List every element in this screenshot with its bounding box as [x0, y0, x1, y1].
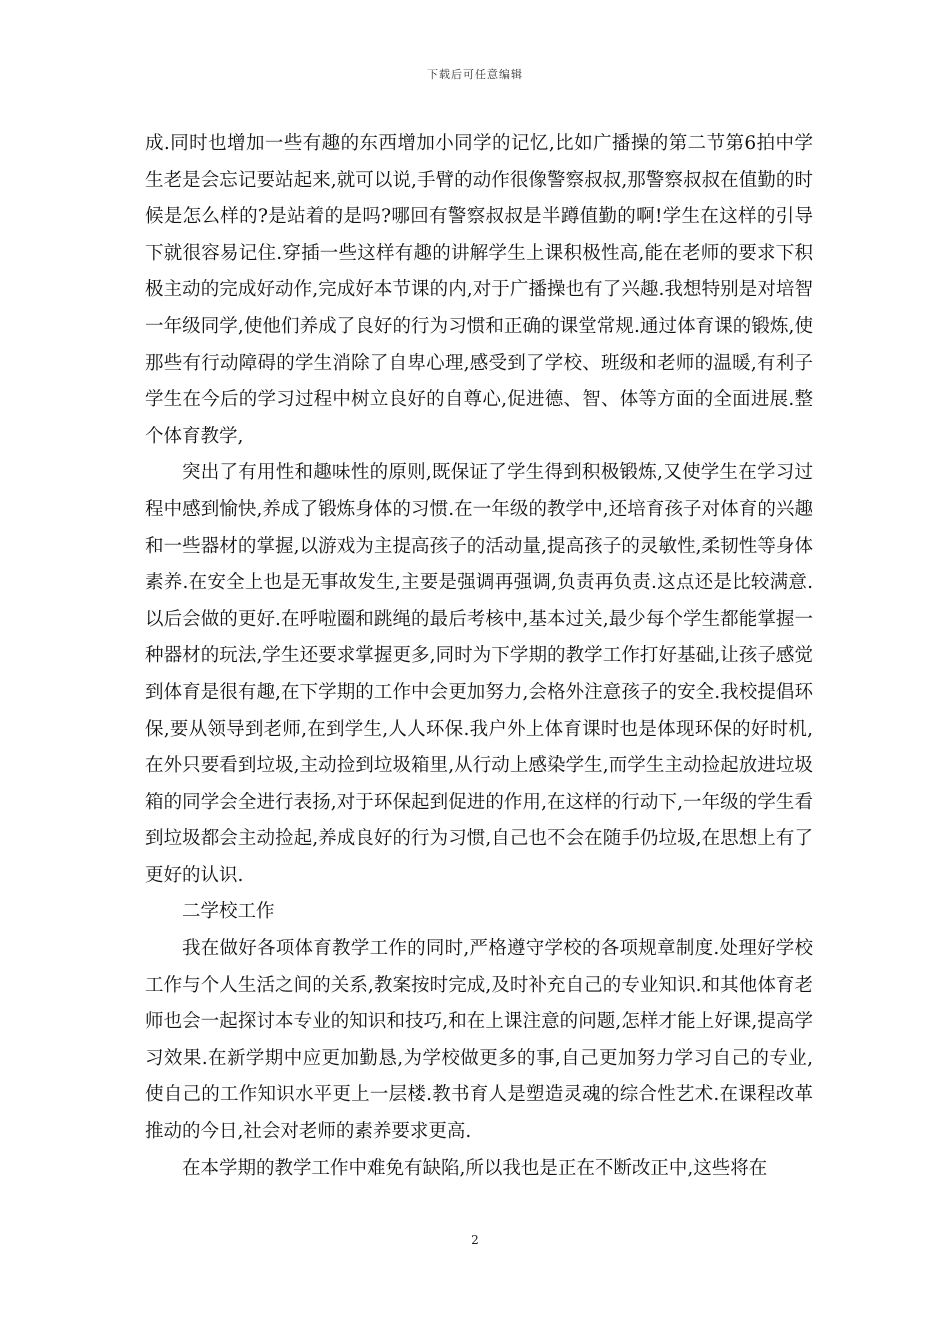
paragraph-2: 突出了有用性和趣味性的原则,既保证了学生得到积极锻炼,又使学生在学习过程中感到愉快,养成了锻炼身体的习惯.在一年级的教学中,还培育孩子对体育的兴趣和一些器材的掌握,以游戏为主提高孩子的活动量,提高孩子的灵敏性,柔韧性等身体素养.在安全上也是无事故发生,主要是强调再强调,负责再负责.这点还是比较满意.以后会做的更好.在呼啦圈和跳绳的最后考核中,基本过关,最少每个学生都能掌握一种器材的玩法,学生还要求掌握更多,同时为下学期的教学工作打好基础,让孩子感觉到体育是很有趣,在下学期的工作中会更加努力,会格外注意孩子的安全.我校提倡环保,要从领导到老师,在到学生,人人环保.我户外上体育课时也是体现环保的好时机,在外只要看到垃圾,主动捡到垃圾箱里,从行动上感染学生,而学生主动捡起放进垃圾箱的同学会全进行表扬,对于环保起到促进的作用,在这样的行动下,一年级的学生看到垃圾都会主动捡起,养成良好的行为习惯,自己也不会在随手仍垃圾,在思想上有了更好的认识.: [145, 462, 813, 886]
page-number: 2: [471, 1233, 479, 1247]
page-header: 下载后可任意编辑: [427, 68, 523, 81]
paragraph-4: 在本学期的教学工作中难免有缺陷,所以我也是正在不断改正中,这些将在: [182, 1157, 768, 1179]
section-heading-school-work: 二学校工作: [182, 901, 275, 923]
paragraph-3: 我在做好各项体育教学工作的同时,严格遵守学校的各项规章制度.处理好学校工作与个人生活之间的关系,教案按时完成,及时补充自己的专业知识.和其他体育老师也会一起探讨本专业的知识和技巧,和在上课注意的问题,怎样才能上好课,提高学习效果.在新学期中应更加勤恳,为学校做更多的事,自己更加努力学习自己的专业,使自己的工作知识水平更上一层楼.教书育人是塑造灵魂的综合性艺术.在课程改革推动的今日,社会对老师的素养要求更高.: [145, 938, 813, 1143]
document-body: [145, 126, 813, 1187]
paragraph-1: 成.同时也增加一些有趣的东西增加小同学的记忆,比如广播操的第二节第6拍中学生老是会忘记要站起来,就可以说,手臂的动作很像警察叔叔,那警察叔叔在值勤的时候是怎么样的?是站着的是吗?哪回有警察叔叔是半蹲值勤的啊!学生在这样的引导下就很容易记住.穿插一些这样有趣的讲解学生上课积极性高,能在老师的要求下积极主动的完成好动作,完成好本节课的内,对于广播操也有了兴趣.我想特别是对培智一年级同学,使他们养成了良好的行为习惯和正确的课堂常规.通过体育课的锻炼,使那些有行动障碍的学生消除了自卑心理,感受到了学校、班级和老师的温暖,有利子学生在今后的学习过程中树立良好的自尊心,促进德、智、体等方面的全面进展.整个体育教学,: [145, 133, 813, 447]
